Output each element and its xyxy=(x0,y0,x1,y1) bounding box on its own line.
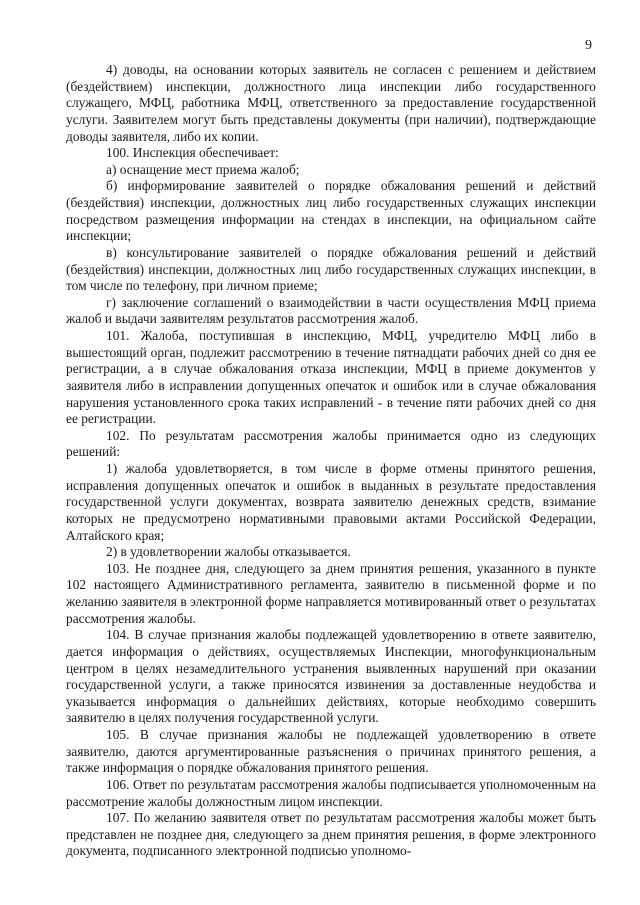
page-number: 9 xyxy=(585,38,592,53)
paragraph-106: 106. Ответ по результатам рассмотрения жалобы подписывается уполномоченным на рассмотрение жалобы должностным лицом инспекции. xyxy=(66,776,596,809)
paragraph-100-v: в) консультирование заявителей о порядке обжалования решений и действий (бездействия) инспекции, должностных лиц либо государственных служащих инспекции, в том числе по телефону, при личном приеме; xyxy=(66,244,596,294)
paragraph-100-a: а) оснащение мест приема жалоб; xyxy=(106,161,300,177)
paragraph-item-4: 4) доводы, на основании которых заявитель не согласен с решением и действием (бездействием) инспекции, должностного лица инспекции либо государственного служащего, МФЦ, работника МФЦ, ответственного за предоставление государственной услуги. Заявителем могут быть представлены документы (при наличии), подтверждающие доводы заявителя, либо их копии. xyxy=(66,62,596,144)
paragraph-100-g: г) заключение соглашений о взаимодействии в части осуществления МФЦ приема жалоб и выдачи заявителям результатов рассмотрения жалоб. xyxy=(66,294,596,327)
document-body xyxy=(66,62,596,860)
paragraph-104: 104. В случае признания жалобы подлежащей удовлетворению в ответе заявителю, дается информация о действиях, осуществляемых Инспекции, многофункциональным центром в целях незамедлительного устранения выявленных нарушений при оказании государственной услуги, а также приносятся извинения за доставленные неудобства и указывается информация о дальнейших действиях, которые необходимо совершить заявителю в целях получения государственной услуги. xyxy=(66,627,596,726)
paragraph-101: 101. Жалоба, поступившая в инспекцию, МФЦ, учредителю МФЦ либо в вышестоящий орган, подлежит рассмотрению в течение пятнадцати рабочих дней со дня ее регистрации, а в случае обжалования отказа инспекции, МФЦ в приеме документов у заявителя либо в исправлении допущенных опечаток и ошибок или в случае обжалования нарушения установленного срока таких исправлений - в течение пяти рабочих дней со дня ее регистрации. xyxy=(66,328,596,427)
paragraph-103: 103. Не позднее дня, следующего за днем принятия решения, указанного в пункте 102 настоящего Административного регламента, заявителю в письменной форме и по желанию заявителя в электронной форме направляется мотивированный ответ о результатах рассмотрения жалобы. xyxy=(66,560,596,626)
paragraph-102: 102. По результатам рассмотрения жалобы принимается одно из следующих решений: xyxy=(66,427,596,460)
paragraph-107: 107. По желанию заявителя ответ по результатам рассмотрения жалобы может быть представлен не позднее дня, следующего за днем принятия решения, в форме электронного документа, подписанного электронной подписью уполномо- xyxy=(66,810,596,859)
paragraph-102-2: 2) в удовлетворении жалобы отказывается. xyxy=(106,544,351,560)
paragraph-100: 100. Инспекция обеспечивает: xyxy=(106,145,279,161)
paragraph-102-1: 1) жалоба удовлетворяется, в том числе в форме отмены принятого решения, исправления допущенных опечаток и ошибок в выданных в результате предоставления государственной услуги документах, возврата заявителю денежных средств, взимание которых не предусмотрено нормативными правовыми актами Российской Федерации, Алтайского края; xyxy=(66,461,596,543)
paragraph-105: 105. В случае признания жалобы не подлежащей удовлетворению в ответе заявителю, даются аргументированные разъяснения о причинах принятого решения, а также информация о порядке обжалования принятого решения. xyxy=(66,727,596,776)
paragraph-100-b: б) информирование заявителей о порядке обжалования решений и действий (бездействия) инспекции, должностных лиц либо государственных служащих инспекции посредством размещения информации на стендах в инспекции, на официальном сайте инспекции; xyxy=(66,178,596,244)
